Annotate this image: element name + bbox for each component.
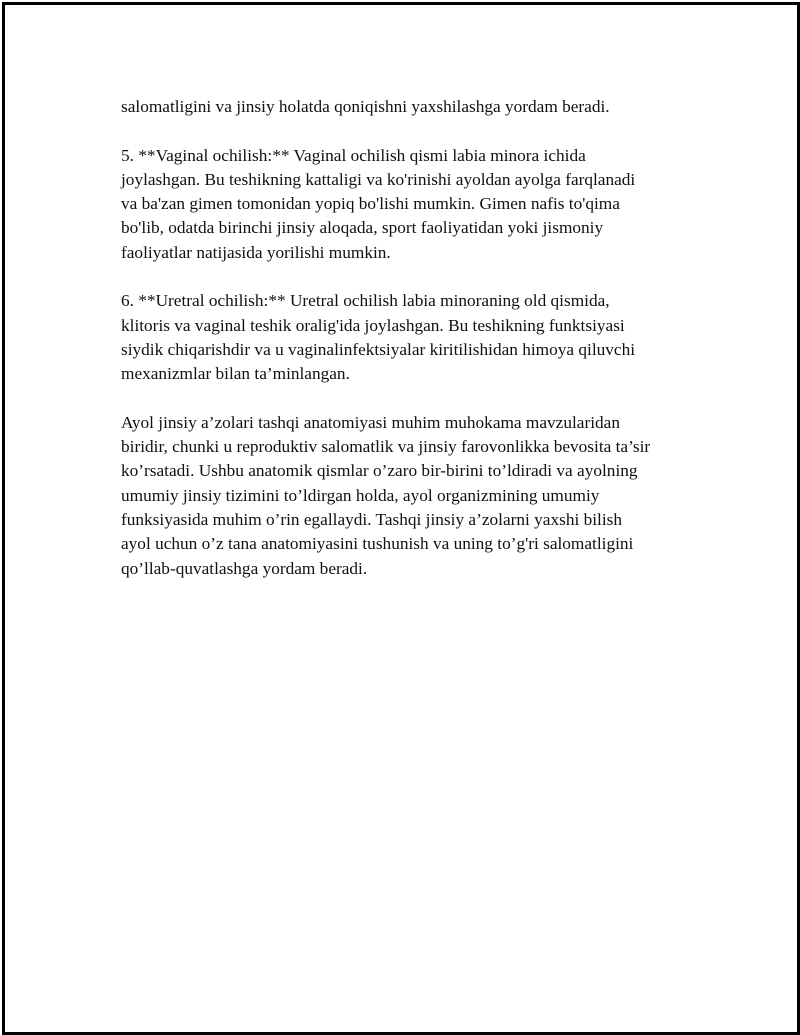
paragraph-continuation: salomatligini va jinsiy holatda qoniqishni yaxshilashga yordam beradi. [121,97,610,116]
paragraph-urethral-opening: 6. **Uretral ochilish:** Uretral ochilish labia minoraning old qismida, klitoris va vaginal teshik oralig'ida joylashgan. Bu teshikning funktsiyasi siydik chiqarishdir va u vaginalinfektsiyalar kiritilishidan himoya qiluvchi mexanizmlar bilan ta’minlangan. [121,291,636,384]
paragraph-conclusion: Ayol jinsiy a’zolari tashqi anatomiyasi muhim muhokama mavzularidan biridir, chunki u reproduktiv salomatlik va jinsiy farovonlikka bevosita ta’sir ko’rsatadi. Ushbu anatomik qismlar o’zaro bir-birini to’ldiradi va ayolning umumiy jinsiy tizimini to’ldirgan holda, ayol organizmining umumiy funksiyasida muhim o’rin egallaydi. Tashqi jinsiy a’zolarni yaxshi bilish ayol uchun o’z tana anatomiyasini tushunish va uning to’g'ri salomatligini qo’llab-quvatlashga yordam beradi. [121,412,651,578]
document-body [121,95,701,605]
page-frame [2,2,800,1035]
paragraph-vaginal-opening: 5. **Vaginal ochilish:** Vaginal ochilish qismi labia minora ichida joylashgan. Bu teshikning kattaligi va ko'rinishi ayoldan ayolga farqlanadi va ba'zan gimen tomonidan yopiq bo'lishi mumkin. Gimen nafis to'qima bo'lib, odatda birinchi jinsiy aloqada, sport faoliyatidan yoki jismoniy faoliyatlar natijasida yorilishi mumkin. [121,145,636,262]
